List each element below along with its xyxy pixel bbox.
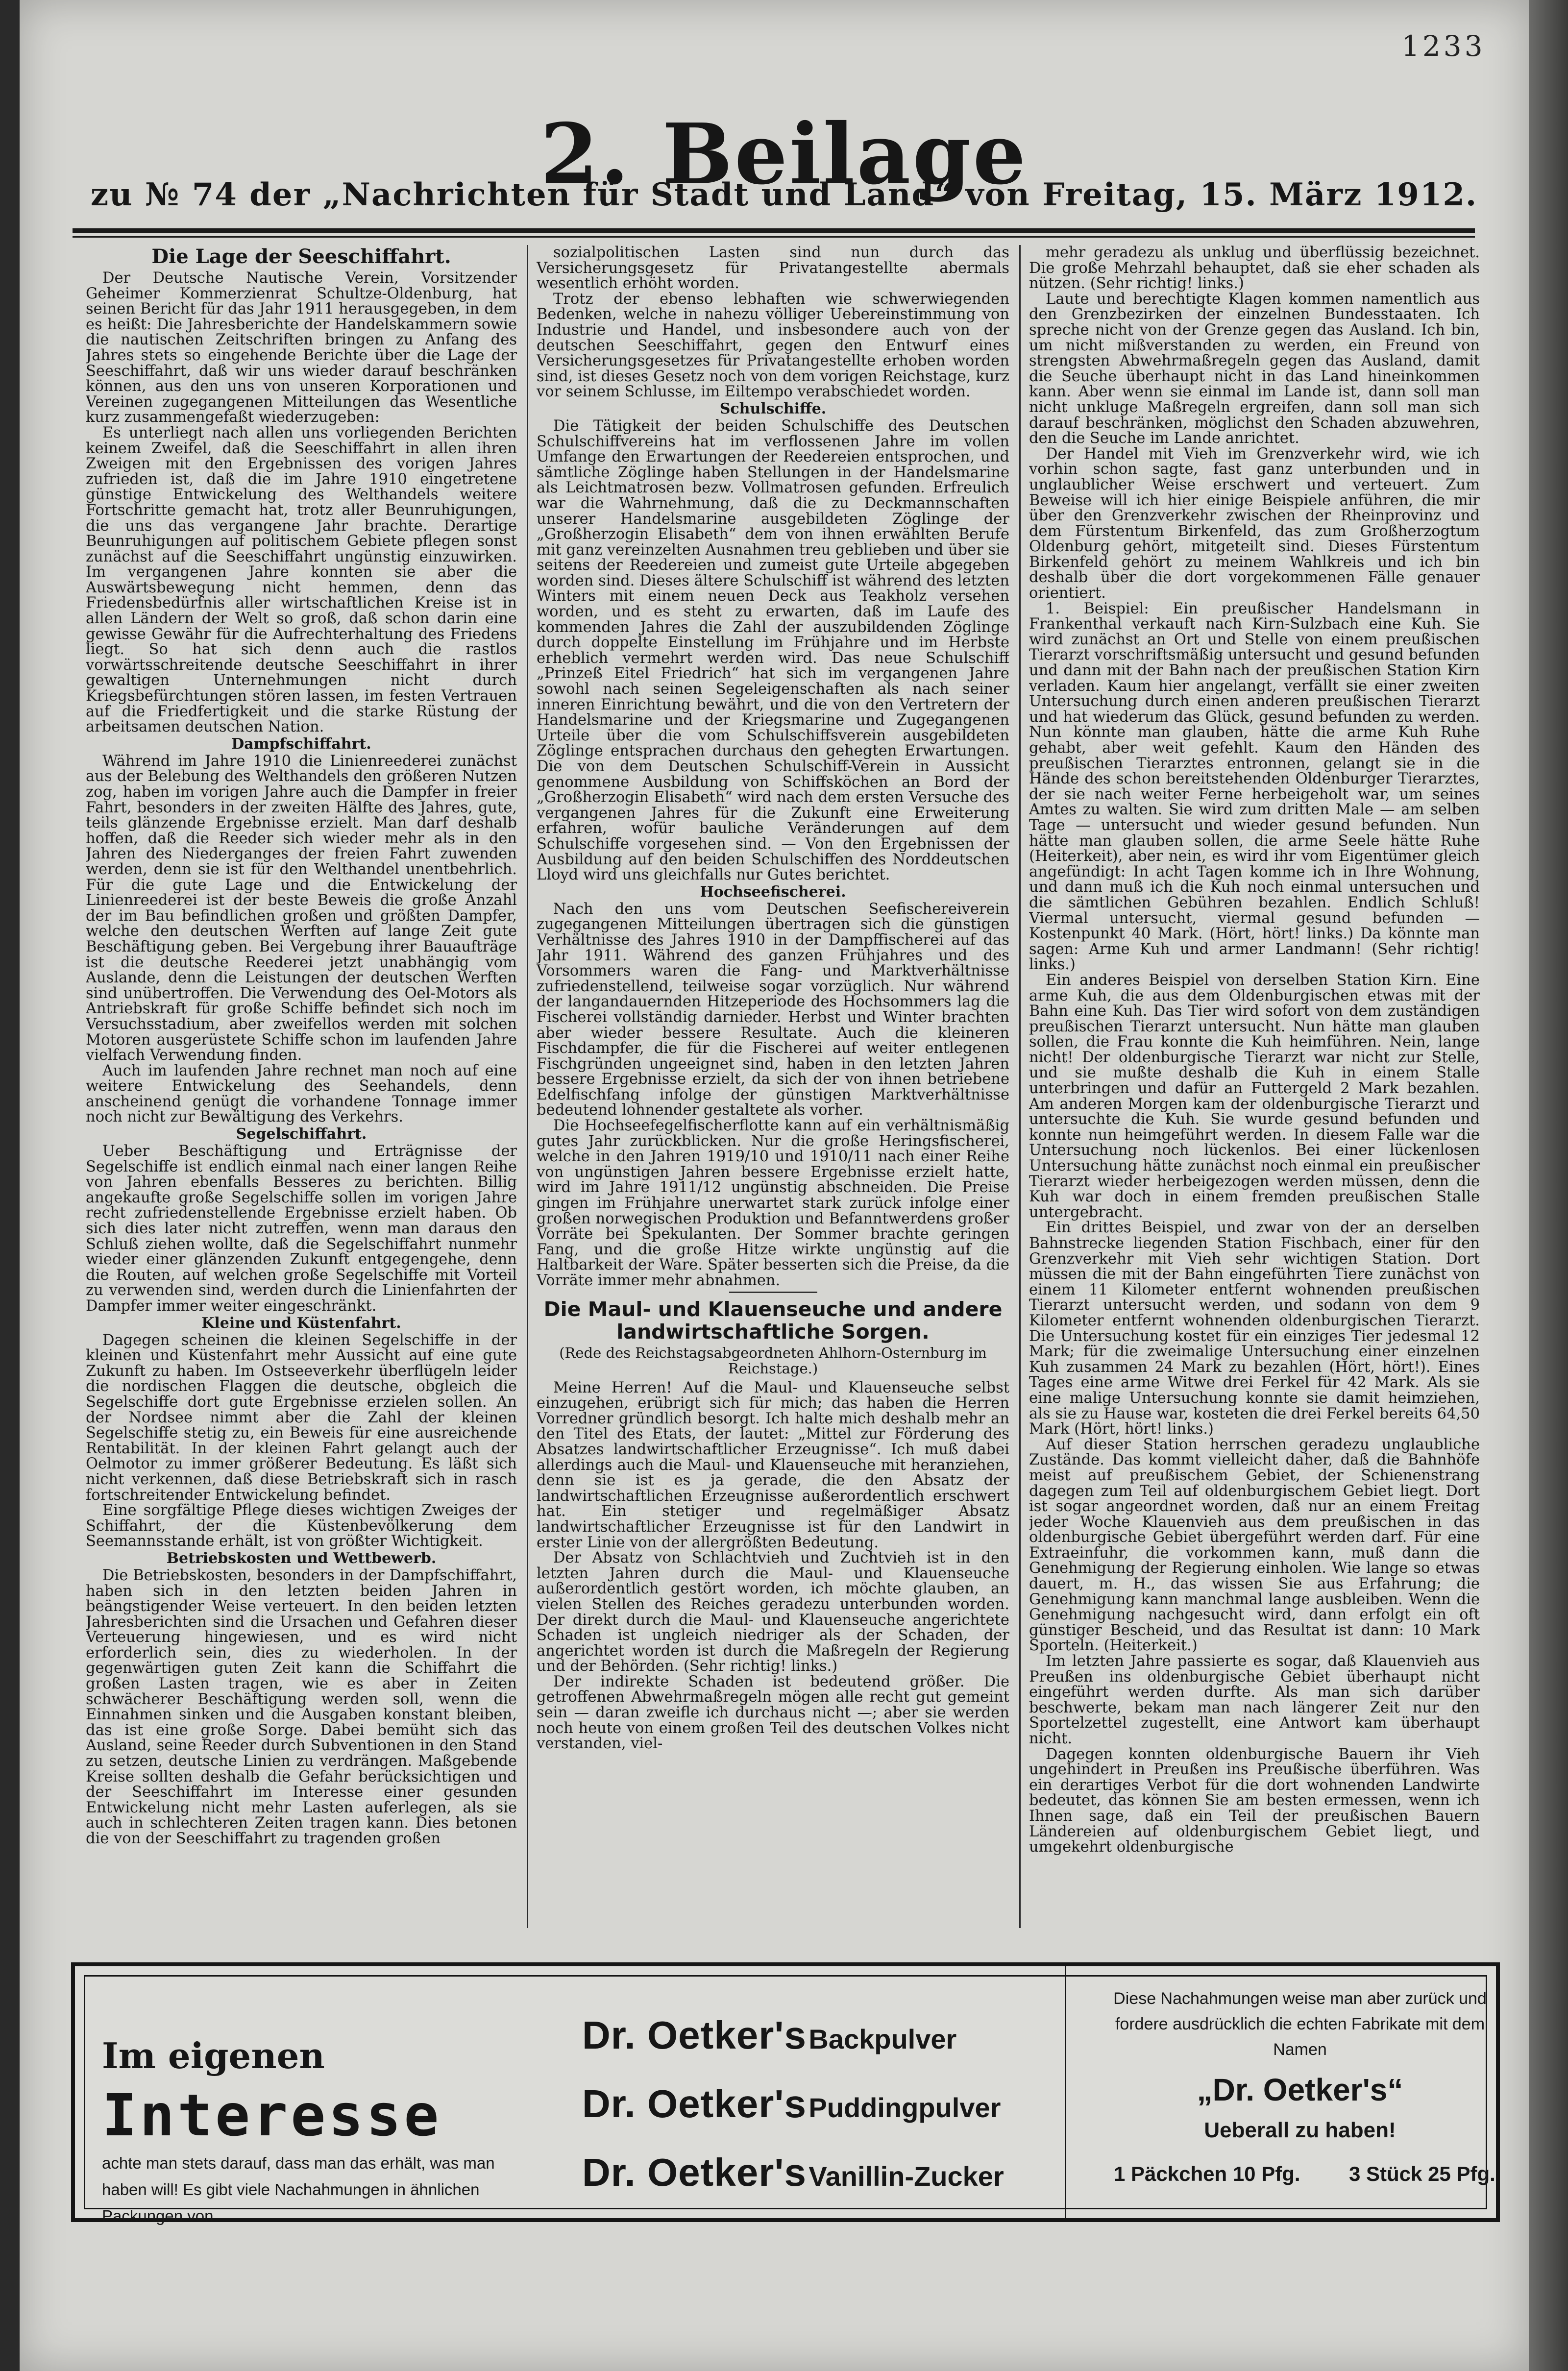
ad-brand: Dr. Oetker's [582,2082,807,2126]
paragraph: Auf dieser Station herrschen geradezu unglaubliche Zustände. Das kommt vielleicht daher, daß die Bahnhöfe meist auf preußischem Gebiet, der Schienenstrang dagegen zum Teil auf oldenburgischem Gebiet liegt. Dort ist sogar angeordnet worden, daß nur an einem Freitag jeder Woche Klauenvieh aus dem preußischen in das oldenburgische Gebiet übergeführt werden darf. Für eine Extraeinfuhr, die vorkommen kann, muß dann die Genehmigung der Regierung einholen. Wie lange so etwas dauert, m. H., das wissen Sie aus Erfahrung; die Genehmigung kann manchmal lange ausbleiben. Wenn die Genehmigung nachgesucht wird, dann erfolgt ein oft günstiger Bescheid, und das Resultat ist dann: 10 Mark Sporteln. (Heiterkeit.) [1029,1436,1480,1655]
ad-warning-text: Diese Nachahmungen weise man aber zurück und fordere ausdrücklich die echten Fabrikate mit dem Namen [1113,1989,1487,2059]
oetker-advertisement [71,1962,1500,2225]
paragraph: 1. Beispiel: Ein preußischer Handelsmann in Frankenthal verkauft nach Kirn-Sulzbach eine Kuh. Sie wird zunächst an Ort und Stelle von einem preußischen Tierarzt vorschriftsmäßig untersucht und gesund befunden und dann mit der Bahn nach der preußischen Station Kirn verladen. Kaum hier angelangt, verfällt sie einer zweiten Untersuchung durch einen anderen preußischen Tierarzt und hat wiederum das Glück, gesund befunden zu werden. Nun könnte man glauben, hätte die arme Kuh Ruhe gehabt, aber weit gefehlt. Kaum den Händen des preußischen Tierarztes entronnen, gelangt sie in die Hände des schon bereitstehenden Oldenburger Tierarztes, der sie nach weiter Ferne herbeigeholt war, um seines Amtes zu walten. Sie wird zum dritten Male — am selben Tage — untersucht und wieder gesund befunden. Nun hätte man glauben sollen, die arme Seele hätte Ruhe (Heiterkeit), aber nein, es wird ihr vom Eigentümer gleich angefündigt: In acht Tagen komme ich in Ihre Wohnung, und dann muß ich die Kuh noch einmal untersuchen und die sämtlichen Gebühren bezahlen. Endlich Schluß! Viermal untersucht, viermal gesund befunden — Kostenpunkt 40 Mark. (Hört, hört! links.) Da könnte man sagen: Arme Kuh und armer Landmann! (Sehr richtig! links.) [1029,600,1480,974]
paragraph: Der indirekte Schaden ist bedeutend größer. Die getroffenen Abwehrmaßregeln mögen alle recht gut gemeint sein — daran zweifle ich durchaus nicht —; aber sie werden noch heute von einem großen Teil des deutschen Volkes nicht verstanden, viel- [537,1673,1009,1753]
paragraph: Es unterliegt nach allen uns vorliegenden Berichten keinem Zweifel, daß die Seeschiffahrt in allen ihren Zweigen mit den Ergebnissen des vorigen Jahres zufrieden ist, daß die im Jahre 1910 eingetretene günstige Entwickelung des Welthandels weitere Fortschritte gemacht hat, trotz aller Beunruhigungen, die uns das vergangene Jahr brachte. Derartige Beunruhigungen auf politischem Gebiete pflegen sonst zunächst auf die Seeschiffahrt ungünstig einzuwirken. Im vergangenen Jahre konnten sie aber die Auswärtsbewegung nicht hemmen, denn das Friedensbedürfnis aller wirtschaftlichen Kreise ist in allen Ländern der Welt so groß, daß schon darin eine gewisse Gewähr für die Aufrechterhaltung des Friedens liegt. So hat sich denn auch die rastlos vorwärtsschreitende deutsche Seeschiffahrt in ihrer gewaltigen Unternehmungen nicht durch Kriegsbefürchtungen stören lassen, im festen Vertrauen auf die Friedfertigkeit und die starke Rüstung der arbeitsamen deutschen Nation. [86,424,517,736]
paragraph: Nach den uns vom Deutschen Seefischereiverein zugegangenen Mitteilungen übertragen sich die günstigen Verhältnisse des Jahres 1910 in der Dampffischerei auf das Jahr 1911. Während des ganzen Frühjahres und des Vorsommers waren die Fang- und Marktverhältnisse zufriedenstellend, teilweise sogar vorzüglich. Nur während der langandauernden Hitzeperiode des Hochsommers lag die Fischerei vollständig darnieder. Herbst und Winter brachten aber wieder bessere Resultate. Auch die kleineren Fischdampfer, die für die Fischerei auf weiter entlegenen Fischgründen ungeeignet sind, haben in den letzten Jahren bessere Ergebnisse erzielt, da sich der von ihnen betriebene Edelfischfang infolge der günstigen Marktverhältnisse bedeutend lohnender gestaltete als vorher. [537,900,1009,1119]
ad-brand: Dr. Oetker's [582,2013,807,2057]
ad-brand-name: „Dr. Oetker's“ [1197,2072,1403,2107]
paragraph: sozialpolitischen Lasten sind nun durch das Versicherungsgesetz für Privatangestellte abermals wesentlich erhöht worden. [537,245,1009,293]
paragraph: Im letzten Jahre passierte es sogar, daß Klauenvieh aus Preußen ins oldenburgische Gebiet überhaupt nicht eingeführt werden durfte. Als man sich darüber beschwerte, bekam man nach längerer Zeit nur den Sportelzettel zugestellt, eine Antwort kam überhaupt nicht. [1029,1653,1480,1747]
header-rule [73,228,1475,233]
column-divider [1019,245,1021,1928]
paragraph: Ein anderes Beispiel von derselben Station Kirn. Eine arme Kuh, die aus dem Oldenburgischen etwas mit der Bahn eine Kuh. Das Tier wird sofort von dem zuständigen preußischen Tierarzt untersucht. Nun hätte man glauben sollen, die Frau konnte die Kuh heimführen. Nein, lange nicht! Der oldenburgische Tierarzt war nicht zur Stelle, und sie mußte deshalb die Kuh in einem Stalle unterbringen und dafür an Futtergeld 2 Mark bezahlen. Am anderen Morgen kam der oldenburgische Tierarzt und untersuchte die Kuh. Sie wurde gesund befunden und konnte nun heimgeführt werden. In diesem Falle war die Untersuchung noch lückenlos. Bei einer lückenlosen Untersuchung hätte zunächst noch einmal ein preußischer Tierarzt wieder herbeigezogen werden müssen, denn die Kuh war doch in einem fremden preußischen Stalle untergebracht. [1029,971,1480,1221]
ad-price-single: 1 Päckchen 10 Pfg. [1114,2162,1300,2185]
paragraph: Der Handel mit Vieh im Grenzverkehr wird, wie ich vorhin schon sagte, fast ganz unterbunden und in unglaublicher Weise erschwert und verteuert. Zum Beweise will ich hier einige Beispiele anführen, die mir über den Grenzverkehr zwischen der Rheinprovinz und dem Fürstentum Birkenfeld, das zum Großherzogtum Oldenburg gehört, mitgeteilt sind. Dieses Fürstentum Birkenfeld gehört zu meinem Wahlkreis und ich bin deshalb über die dort vorgekommenen Fälle genauer orientiert. [1029,445,1480,602]
ad-divider [1065,1966,1066,2218]
section-heading: Kleine und Küstenfahrt. [201,1314,401,1332]
paragraph: Die Tätigkeit der beiden Schulschiffe des Deutschen Schulschiffvereins hat im verflossenen Jahre im vollen Umfange den Erwartungen der Reedereien entsprochen, und sämtliche Zöglinge haben Stellungen in der Handelsmarine als Leichtmatrosen bezw. Vollmatrosen gefunden. Erfreulich war die Wahrnehmung, daß die zu Deckmannschaften unserer Handelsmarine ausgebildeten Zöglinge der „Großherzogin Elisabeth“ dem von ihnen erwählten Berufe mit ganz vereinzelten Ausnahmen treu geblieben und über sie seitens der Reedereien und zumeist gute Urteile abgegeben worden sind. Dieses ältere Schulschiff ist während des letzten Winters mit einem neuen Deck aus Teakholz versehen worden, und es steht zu erwarten, daß im Laufe des kommenden Jahres die Zahl der auszubildenden Zöglinge durch doppelte Einstellung im Frühjahre und im Herbste erheblich vermehrt werden wird. Das neue Schulschiff „Prinzeß Eitel Friedrich“ hat sich im vergangenen Jahre sowohl nach seinen Segeleigenschaften als nach seiner inneren Einrichtung bewährt, und die von den Vertretern der Handelsmarine und der Kriegsmarine und Zugegangenen Urteile über die vom Schulschiffsverein ausgebildeten Zöglinge entsprachen durchaus den gehegten Erwartungen. Die von dem Deutschen Schulschiff-Verein in Aussicht genommene Ausbildung von Schiffsköchen an Bord der „Großherzogin Elisabeth“ wird nach dem ersten Versuche des vergangenen Jahres für die Zukunft eine Erweiterung erfahren, wofür bauliche Veränderungen auf dem Schulschiffe vorgesehen sind. — Von den Ergebnissen der Ausbildung auf den beiden Schulschiffen des Norddeutschen Lloyd wird uns gleichfalls nur Gutes berichtet. [537,417,1009,884]
ad-product-name: Puddingpulver [808,2092,1001,2123]
ad-headline-2: Interesse [102,2081,442,2149]
ad-product-name: Backpulver [808,2024,957,2054]
column-2 [537,245,1009,1931]
section-heading: Hochseefischerei. [700,883,846,901]
paragraph: Der Absatz von Schlachtvieh und Zuchtvieh ist in den letzten Jahren durch die Maul- und Klauenseuche außerordentlich gestört worden, ich möchte glauben, an vielen Stellen des Reiches geradezu unterbunden worden. Der direkt durch die Maul- und Klauenseuche angerichtete Schaden ist ungleich niedriger als der Schaden, der angerichtet worden ist durch die Maßregeln der Regierung und der Behörden. (Sehr richtig! links.) [537,1549,1009,1675]
supplement-subtitle: zu № 74 der „Nachrichten für Stadt und Land“ von Freitag, 15. März 1912. [90,176,1478,213]
article-heading: Die Maul- und Klauenseuche und andere landwirtschaftliche Sorgen. [543,1297,1003,1344]
ad-headline-1: Im eigenen [102,2035,325,2077]
section-rule [729,1292,817,1293]
supplement-title: 2. Beilage [540,105,1028,203]
ad-product-name: Vanillin-Zucker [808,2161,1004,2192]
article-byline: (Rede des Reichstagsabgeordneten Ahlhorn-Osternburg im Reichstage.) [559,1344,987,1377]
ad-product-vanillin [582,2150,1004,2195]
paragraph: Der Deutsche Nautische Verein, Vorsitzender Geheimer Kommerzienrat Schultze-Oldenburg, hat seinen Bericht für das Jahr 1911 herausgegeben, in dem es heißt: Die Jahresberichte der Handelskammern sowie die nautischen Zeitschriften bringen zu Anfang des Jahres stets so eingehende Berichte über die Lage der Seeschiffahrt, daß wir uns wieder darauf beschränken können, aus den uns von unseren Korporationen und Vereinen zugegangenen Mitteilungen das Wesentliche kurz zusammengefaßt wiederzugeben: [86,269,517,426]
page-edge [1529,0,1568,2371]
paragraph: Meine Herren! Auf die Maul- und Klauenseuche selbst einzugehen, erübrigt sich für mich; das haben die Herren Vorredner gründlich besorgt. Ich halte mich deshalb mehr an den Titel des Etats, der lautet: „Mittel zur Förderung des Absatzes landwirtschaftlicher Erzeugnisse“. Ich muß dabei allerdings auch die Maul- und Klauenseuche mit heranziehen, denn sie ist es ja gerade, die den Absatz der landwirtschaftlichen Erzeugnisse außerordentlich erschwert hat. Ein stetiger und regelmäßiger Absatz landwirtschaftlicher Erzeugnisse ist für den Landwirt in erster Linie von der allergrößten Bedeutung. [537,1379,1009,1551]
ad-product-puddingpulver [582,2081,1001,2127]
paragraph: Laute und berechtigte Klagen kommen namentlich aus den Grenzbezirken der einzelnen Bundesstaaten. Ich spreche nicht von der Grenze gegen das Ausland. Ich bin, um nicht mißverstanden zu werden, ein Freund von strengsten Abwehrmaßregeln gegen das Ausland, damit die Seuche überhaupt nicht in das Land hineinkommen kann. Aber wenn sie einmal im Lande ist, dann soll man nicht unkluge Maßregeln ergreifen, dann soll man sich darauf beschränken, möglichst den Schaden abzuwehren, den die Seuche im Lande anrichtet. [1029,290,1480,447]
section-heading: Segelschiffahrt. [236,1125,367,1143]
page-number: 1233 [1401,29,1486,63]
paragraph: Ueber Beschäftigung und Erträgnisse der Segelschiffe ist endlich einmal nach einer langen Reihe von Jahren ebenfalls Besseres zu berichten. Billig angekaufte große Segelschiffe sollen im vorigen Jahre recht zufriedenstellende Ergebnisse erzielt haben. Ob sich dies later nicht zutreffen, wenn man daraus den Schluß ziehen wollte, daß die Segelschiffahrt nunmehr wieder einer glänzenden Zukunft entgegengehe, denn die Routen, auf welchen große Segelschiffe mit Vorteil zu verwenden sind, werden durch die Linienfahrten der Dampfer immer weiter eingeschränkt. [86,1143,517,1315]
section-heading: Betriebskosten und Wettbewerb. [166,1549,437,1567]
article-heading: Die Lage der Seeschiffahrt. [151,245,451,268]
section-heading: Dampfschiffahrt. [231,735,371,753]
ad-brand: Dr. Oetker's [582,2151,807,2194]
ad-product-backpulver [582,2013,956,2058]
paragraph: Trotz der ebenso lebhaften wie schwerwiegenden Bedenken, welche in nahezu völliger Uebereinstimmung von Industrie und Handel, und insbesondere auch von der deutschen Seeschiffahrt, gegen den Entwurf eines Versicherungsgesetzes für Privatangestellte erhoben worden sind, ist dieses Gesetz noch von dem vorigen Reichstage, kurz vor seinem Schlusse, im Eiltempo verabschiedet worden. [537,290,1009,401]
paragraph: Die Hochseefegelfischerflotte kann auf ein verhältnismäßig gutes Jahr zurückblicken. Nur die große Heringsfischerei, welche in den Jahren 1919/10 und 1910/11 nach einer Reihe von ungünstigen Jahren bessere Ergebnisse erzielt hatte, wird im Jahre 1911/12 ungünstig abschneiden. Die Preise gingen im Frühjahre unerwartet stark zurück infolge einer großen norwegischen Produktion und Befanntwerdens großer Vorräte bei Spekulanten. Der Sommer brachte geringen Fang, und die große Hitze wirkte ungünstig auf die Haltbarkeit der Ware. Später besserten sich die Preise, da die Vorräte immer mehr abnahmen. [537,1117,1009,1289]
paragraph: Dagegen konnten oldenburgische Bauern ihr Vieh ungehindert in Preußen ins Preußische überführen. Was ein derartiges Verbot für die dort wohnenden Landwirte bedeutet, das können Sie am besten ermessen, wenn ich Ihnen sage, daß ein Teil der preußischen Bauern Ländereien auf oldenburgischem Gebiet liegt, und umgekehrt oldenburgische [1029,1745,1480,1856]
paragraph: Ein drittes Beispiel, und zwar von der an derselben Bahnstrecke liegenden Station Fischbach, einer für den Grenzverkehr mit Vieh sehr wichtigen Station. Dort müssen die mit der Bahn eingeführten Tiere zunächst von einem 11 Kilometer entfernt wohnenden preußischen Tierarzt untersucht werden, und sodann von dem 9 Kilometer entfernt wohnenden oldenburgischen Tierarzt. Die Untersuchung kostet für ein einziges Tier jedesmal 12 Mark; für die zweimalige Untersuchung einer einzelnen Kuh zusammen 24 Mark zu bezahlen (Hört, hört!). Eines Tages eine arme Witwe drei Ferkel für 42 Mark. Als sie eine malige Untersuchung konnte sie damit heimziehen, als sie zu Hause war, kosteten die drei Ferkel bereits 64,50 Mark (Hört, hört! links.) [1029,1219,1480,1438]
header-rule-thin [73,236,1475,238]
paragraph: Die Betriebskosten, besonders in der Dampfschiffahrt, haben sich in den letzten beiden Jahren in beängstigender Weise verteuert. In den beiden letzten Jahresberichten sind die Ursachen und Gefahren dieser Verteuerung hingewiesen, und es wird nicht erforderlich sein, dies zu wiederholen. In der gegenwärtigen guten Zeit kann die Schiffahrt die großen Lasten tragen, wie es aber in Zeiten schwächerer Beschäftigung werden soll, wenn die Einnahmen sinken und die Ausgaben konstant bleiben, das ist eine große Sorge. Dabei bemüht sich das Ausland, seine Reeder durch Subventionen in den Stand zu setzen, deutsche Linien zu verdrängen. Maßgebende Kreise sollten deshalb die Gefahr berücksichtigen und der Seeschiffahrt im Interesse einer gesunden Entwickelung nicht mehr Lasten auferlegen, als sie auch in schlechteren Zeiten tragen kann. Dies betonen die von der Seeschiffahrt zu tragenden großen [86,1566,517,1847]
paragraph: Auch im laufenden Jahre rechnet man noch auf eine weitere Entwickelung des Seehandels, denn anscheinend genügt die vorhandene Tonnage immer noch nicht zur Bewältigung des Verkehrs. [86,1062,517,1126]
column-1 [86,245,517,1931]
paragraph: Während im Jahre 1910 die Linienreederei zunächst aus der Belebung des Welthandels den größeren Nutzen zog, haben im vorigen Jahre auch die Dampfer in freier Fahrt, besonders in der zweiten Hälfte des Jahres, gute, teils glänzende Ergebnisse erzielt. Man darf deshalb hoffen, daß die Reeder sich wieder mehr als in den Jahren des Niederganges der freien Fahrt zuwenden werden, denn sie ist für den Welthandel unentbehrlich. Für die gute Lage und die Entwickelung der Linienreederei ist der beste Beweis die große Anzahl der im Bau befindlichen großen und größten Dampfer, welche den deutschen Werften auf lange Zeit gute Beschäftigung geben. Bei Vergebung ihrer Bauaufträge ist die deutsche Reederei jetzt unabhängig vom Auslande, denn die Leistungen der deutschen Werften sind unübertroffen. Die Verwendung des Oel-Motors als Antriebskraft für große Schiffe befindet sich noch im Versuchsstadium, aber zweifellos werden mit solchen Motoren ausgerüstete Schiffe schon im laufenden Jahre vielfach Verwendung finden. [86,752,517,1064]
section-heading: Schulschiffe. [719,400,827,417]
ad-availability: Ueberall zu haben! [1204,2118,1396,2142]
paragraph: Eine sorgfältige Pflege dieses wichtigen Zweiges der Schiffahrt, der die Küstenbevölkerung dem Seemannsstande erhält, ist von größter Wichtigkeit. [86,1502,517,1550]
column-divider [527,245,528,1928]
ad-price-bundle: 3 Stück 25 Pfg. [1349,2162,1495,2185]
column-3 [1029,245,1480,1931]
paragraph: Dagegen scheinen die kleinen Segelschiffe in der kleinen und Küstenfahrt mehr Aussicht auf eine gute Zukunft zu haben. Im Ostseeverkehr überflügeln leider die nordischen Flaggen die deutsche, obgleich die Segelschiffe dort gute Ergebnisse erzielen sollen. An der Nordsee nimmt aber die Zahl der kleinen Segelschiffe stetig zu, ein Beweis für eine ausreichende Rentabilität. In der kleinen Fahrt gelangt auch der Oelmotor zu immer größerer Bedeutung. Es läßt sich nicht verkennen, daß diese Betriebskraft sich in rasch fortschreitender Entwickelung befindet. [86,1331,517,1504]
paragraph: mehr geradezu als unklug und überflüssig bezeichnet. Die große Mehrzahl behauptet, daß sie eher schaden als nützen. (Sehr richtig! links.) [1029,245,1480,293]
ad-body-text: achte man stets darauf, dass man das erhält, was man haben will! Es gibt viele Nachahmungen in ähnlichen Packungen von [102,2154,495,2225]
